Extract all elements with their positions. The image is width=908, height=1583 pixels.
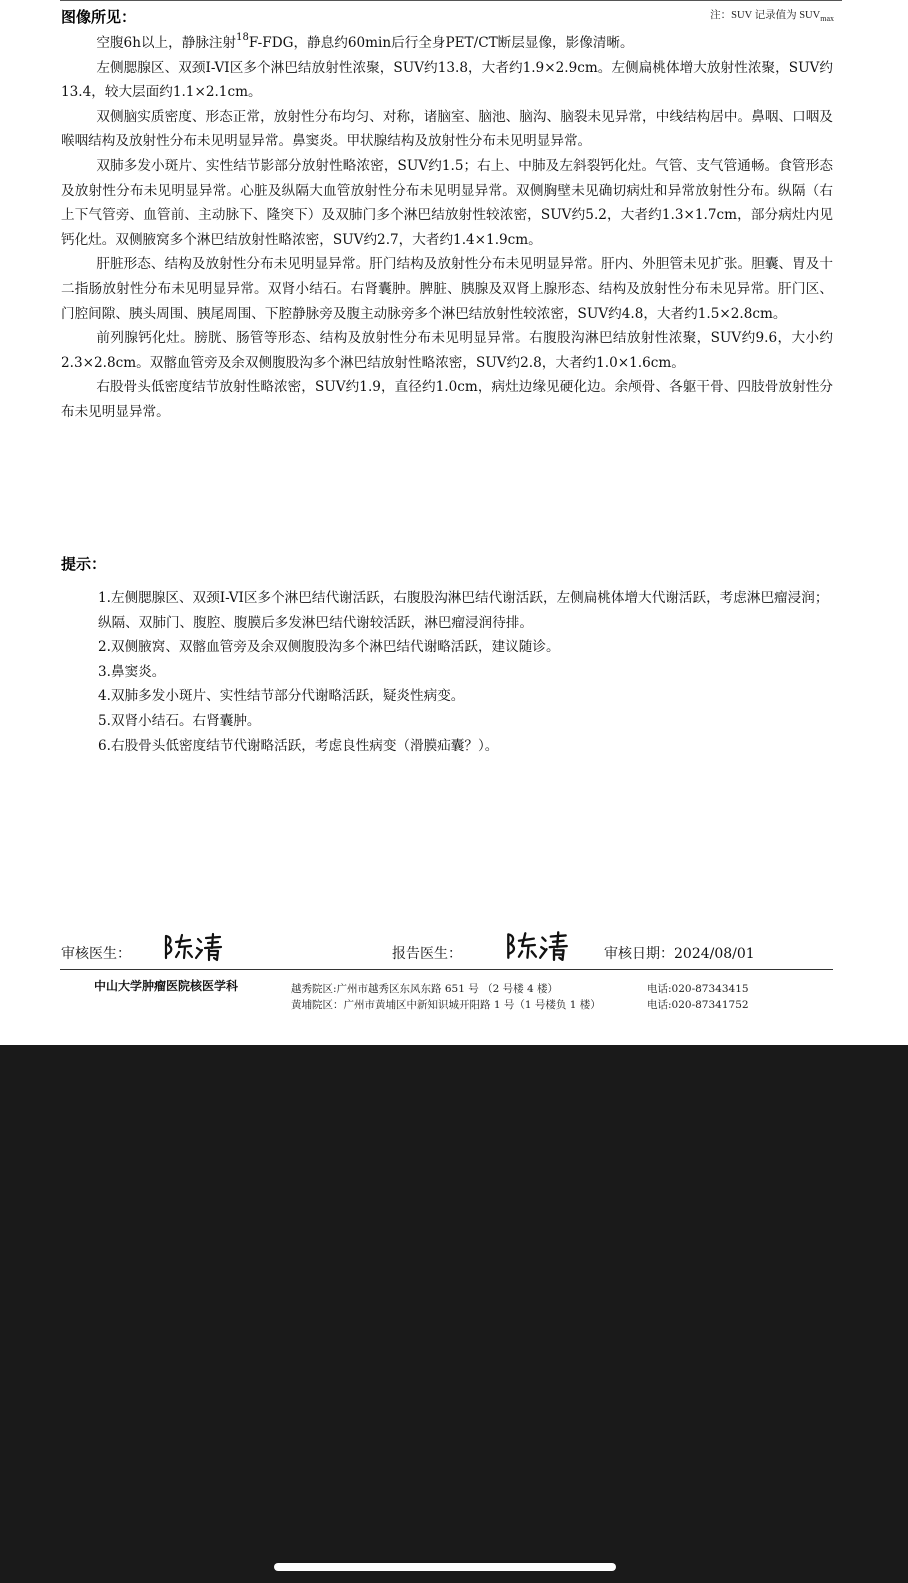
suv-note-sub: max (820, 14, 834, 24)
suv-note-text: 注：SUV 记录值为 SUV (710, 10, 821, 21)
hint-item: 5.双肾小结石。右肾囊肿。 (98, 712, 261, 729)
hints-title: 提示： (61, 555, 107, 573)
finding-paragraph: 右股骨头低密度结节放射性略浓密，SUV约1.9，直径约1.0cm，病灶边缘见硬化边。余颅骨、各躯干骨、四肢骨放射性分布未见明显异常。 (61, 379, 833, 420)
review-date (604, 943, 755, 963)
home-indicator[interactable] (274, 1563, 616, 1571)
top-divider (60, 0, 842, 1)
reporter-signature (504, 928, 570, 962)
finding-text: 空腹6h以上，静脉注射 (96, 35, 237, 51)
hint-item: 4.双肺多发小斑片、实性结节部分代谢略活跃，疑炎性病变。 (98, 688, 465, 705)
hints-list (98, 586, 836, 758)
findings-title: 图像所见： (61, 8, 137, 26)
reporter-label: 报告医生： (392, 946, 462, 962)
finding-text: F-FDG，静息约60min后行全身PET/CT断层显像，影像清晰。 (248, 35, 634, 51)
finding-paragraph: 双侧脑实质密度、形态正常，放射性分布均匀、对称，诸脑室、脑池、脑沟、脑裂未见异常，中线结构居中。鼻咽、口咽及喉咽结构及放射性分布未见明显异常。鼻窦炎。甲状腺结构及放射性分布未见明显异常。 (61, 108, 833, 150)
hint-item: 2.双侧腋窝、双髂血管旁及余双侧腹股沟多个淋巴结代谢略活跃，建议随诊。 (98, 639, 560, 656)
finding-paragraph: 前列腺钙化灶。膀胱、肠管等形态、结构及放射性分布未见明显异常。右腹股沟淋巴结放射性浓聚，SUV约9.6，大小约2.3×2.8cm。双髂血管旁及余双侧腹股沟多个淋巴结放射性略浓密，SUV约2.8，大者约1.0×1.6cm。 (61, 330, 833, 371)
hint-item: 1.左侧腮腺区、双颈I-VI区多个淋巴结代谢活跃，右腹股沟淋巴结代谢活跃，左侧扁桃体增大代谢活跃，考虑淋巴瘤浸润；纵隔、双肺门、腹腔、腹膜后多发淋巴结代谢较活跃，淋巴瘤浸润待排。 (98, 590, 829, 631)
suv-note (710, 7, 834, 23)
review-date-value: 2024/08/01 (674, 946, 755, 962)
review-date-label: 审核日期： (604, 946, 674, 962)
finding-paragraph (61, 31, 833, 56)
hint-item: 3.鼻窦炎。 (98, 663, 166, 680)
phone-huangpu: 电话:020-87341752 (647, 999, 749, 1011)
findings-body (61, 31, 833, 425)
finding-paragraph: 肝脏形态、结构及放射性分布未见明显异常。肝门结构及放射性分布未见明显异常。肝内、外胆管未见扩张。胆囊、胃及十二指肠放射性分布未见明显异常。双肾小结石。右肾囊肿。脾脏、胰腺及双肾上腺形态、结构及放射性分布未见异常。肝门区、门腔间隙、胰头周围、胰尾周围、下腔静脉旁及腹主动脉旁多个淋巴结放射性较浓密，SUV约4.8，大者约1.5×2.8cm。 (61, 256, 833, 322)
hospital-name: 中山大学肿瘤医院核医学科 (94, 979, 239, 993)
reviewer-label: 审核医生： (61, 946, 131, 962)
reviewer-signature (162, 930, 224, 962)
finding-paragraph: 双肺多发小斑片、实性结节影部分放射性略浓密，SUV约1.5；右上、中肺及左斜裂钙化灶。气管、支气管通畅。食管形态及放射性分布未见明显异常。心脏及纵隔大血管放射性分布未见明显异常。双侧胸壁未见确切病灶和异常放射性分布。纵隔（右上下气管旁、血管前、主动脉下、隆突下）及双肺门多个淋巴结放射性较浓密，SUV约5.2，大者约1.3×1.7cm，部分病灶内见钙化灶。双侧腋窝多个淋巴结放射性略浓密，SUV约2.7，大者约1.4×1.9cm。 (61, 157, 833, 248)
finding-paragraph: 左侧腮腺区、双颈I-VI区多个淋巴结放射性浓聚，SUV约13.8，大者约1.9×2.9cm。左侧扁桃体增大放射性浓聚，SUV约13.4，较大层面约1.1×2.1cm。 (61, 59, 833, 101)
phone-yuexiu: 电话:020-87343415 (647, 983, 749, 995)
hint-item: 6.右股骨头低密度结节代谢略活跃，考虑良性病变（滑膜疝囊？）。 (98, 737, 499, 754)
isotope-superscript: 18 (236, 32, 249, 43)
footer-divider (60, 969, 833, 970)
address-yuexiu: 越秀院区:广州市越秀区东风东路 651 号 （2 号楼 4 楼） (291, 983, 558, 995)
address-huangpu: 黄埔院区：广州市黄埔区中新知识城开阳路 1 号（1 号楼负 1 楼） (291, 999, 601, 1011)
